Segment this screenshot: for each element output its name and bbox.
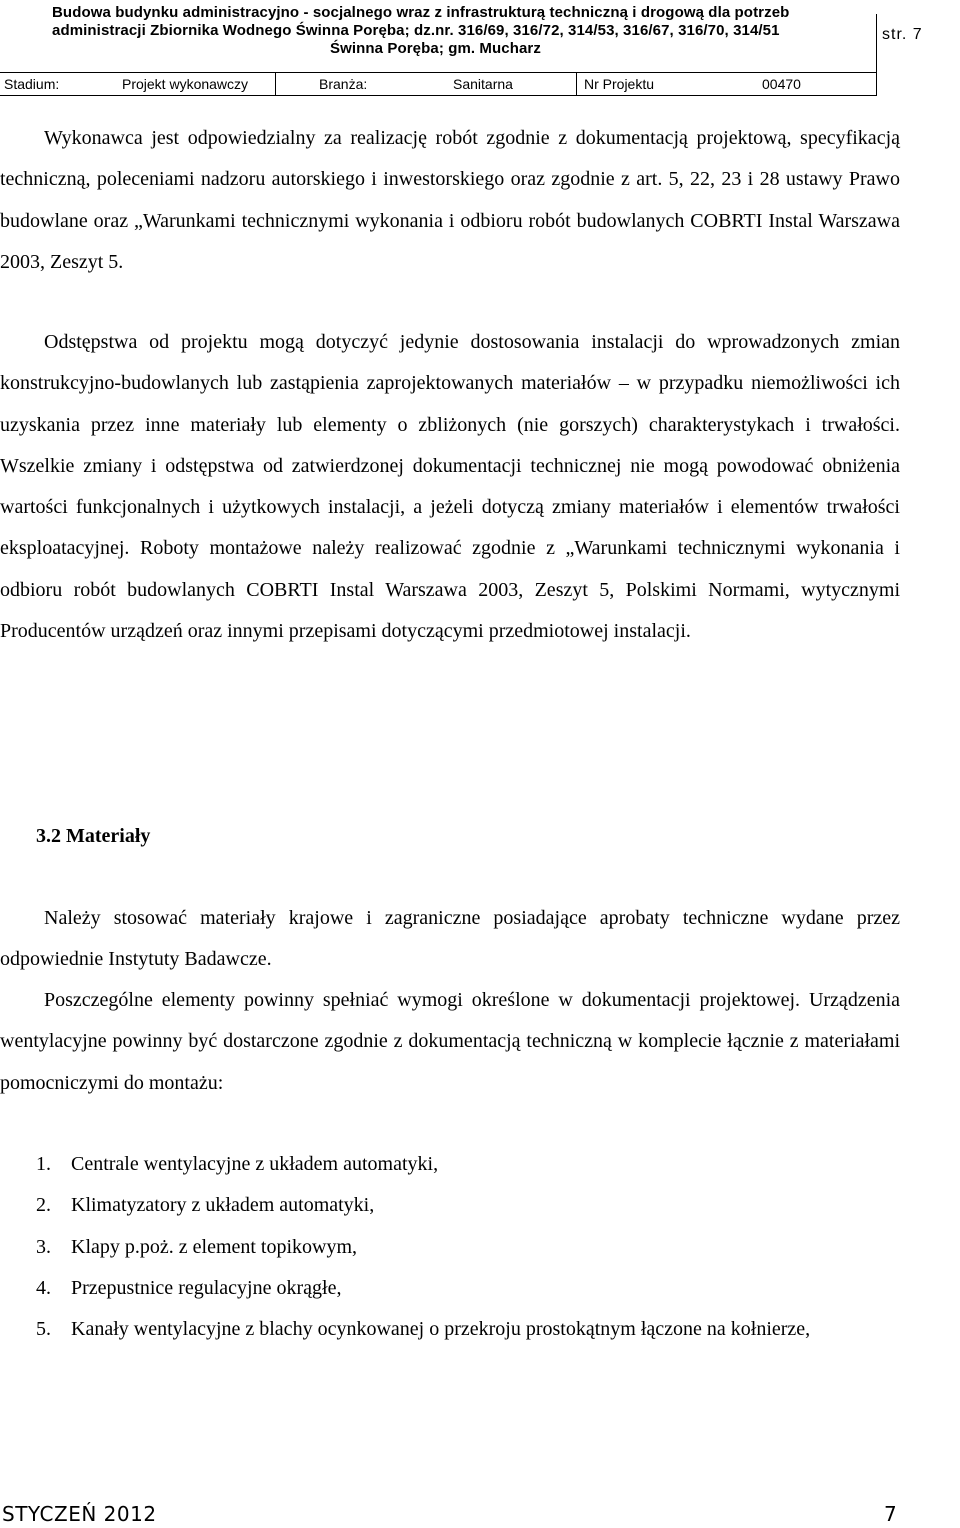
title-line-2: administracji Zbiornika Wodnego Świnna Poręba; dz.nr. 316/69, 316/72, 314/53, 316/67, 316/70, 314/51	[52, 22, 780, 39]
paragraph-deviations: Odstępstwa od projektu mogą dotyczyć jedynie dostosowania instalacji do wprowadzonych zmian konstrukcyjno-budowlanych lub zastąpienia zaprojektowanych materiałów – w przypadku niemożliwości ich uzyskania przez inne materiały lub elementy o zbliżonych (nie gorszych) charakterystykach i trwałości. Wszelkie zmiany i odstępstwa od zatwierdzonej dokumentacji technicznej nie mogą powodować obniżenia wartości funkcjonalnych i użytkowych instalacji, a jeżeli dotyczą zmiany materiałów i elementów trwałości eksploatacyjnej. Roboty montażowe należy realizować zgodnie z „Warunkami technicznymi wykonania i odbioru robót budowlanych COBRTI Instal Warszawa 2003, Zeszyt 5, Polskimi Normami, wytycznymi Producentów urządzeń oraz innymi przepisami dotyczącymi przedmiotowej instalacji.	[0, 331, 900, 643]
list-item-number: 5.	[36, 1318, 51, 1341]
page-header	[0, 0, 960, 96]
materials-list	[0, 1144, 900, 1350]
list-item	[0, 1227, 900, 1268]
paragraph-elements-requirements: Poszczególne elementy powinny spełniać wymogi określone w dokumentacji projektowej. Urządzenia wentylacyjne powinny być dostarczone zgodnie z dokumentacją techniczną w komplecie łącznie z materiałami pomocniczymi do montażu:	[0, 989, 900, 1094]
list-item-text: Centrale wentylacyjne z układem automatyki,	[71, 1153, 439, 1175]
title-line-1: Budowa budynku administracyjno - socjalnego wraz z infrastrukturą techniczną i drogową dla potrzeb	[52, 4, 790, 21]
footer-date: STYCZEŃ 2012	[2, 1502, 157, 1526]
list-item	[0, 1144, 900, 1185]
list-item-text: Klimatyzatory z układem automatyki,	[71, 1194, 375, 1217]
branza-value: Sanitarna	[449, 73, 577, 95]
section-heading-materials: 3.2 Materiały	[36, 825, 151, 847]
list-item	[0, 1309, 900, 1350]
document-title	[52, 4, 852, 58]
header-info-row	[0, 73, 877, 95]
list-item	[0, 1185, 900, 1226]
list-item-number: 3.	[36, 1235, 51, 1258]
list-item	[0, 1268, 900, 1309]
footer-page-number: 7	[884, 1502, 897, 1526]
list-item-text: Przepustnice regulacyjne okrągłe,	[71, 1276, 342, 1299]
list-item-number: 4.	[36, 1276, 51, 1299]
list-item-number: 2.	[36, 1194, 51, 1217]
paragraph-materials-approval: Należy stosować materiały krajowe i zagraniczne posiadające aprobaty techniczne wydane przez odpowiednie Instytuty Badawcze.	[0, 907, 900, 971]
header-page-label: str. 7	[882, 26, 923, 43]
project-number-label: Nr Projektu	[584, 76, 655, 92]
list-item-number: 1.	[36, 1153, 51, 1175]
title-line-3: Świnna Poręba; gm. Mucharz	[330, 40, 541, 57]
list-item-text: Kanały wentylacyjne z blachy ocynkowanej o przekroju prostokątnym łączone na kołnierze,	[71, 1318, 811, 1341]
header-divider-bottom	[0, 95, 877, 96]
stadium-label: Stadium:	[4, 76, 60, 92]
stadium-value: Projekt wykonawczy	[118, 73, 276, 95]
project-number-value: 00470	[762, 76, 801, 92]
list-item-text: Klapy p.poż. z element topikowym,	[71, 1235, 358, 1258]
paragraph-contractor-responsibility: Wykonawca jest odpowiedzialny za realizację robót zgodnie z dokumentacją projektową, specyfikacją techniczną, poleceniami nadzoru autorskiego i inwestorskiego oraz zgodnie z art. 5, 22, 23 i 28 ustawy Prawo budowlane oraz „Warunkami technicznymi wykonania i odbioru robót budowlanych COBRTI Instal Warszawa 2003, Zeszyt 5.	[0, 127, 900, 273]
branza-label: Branża:	[319, 76, 368, 92]
